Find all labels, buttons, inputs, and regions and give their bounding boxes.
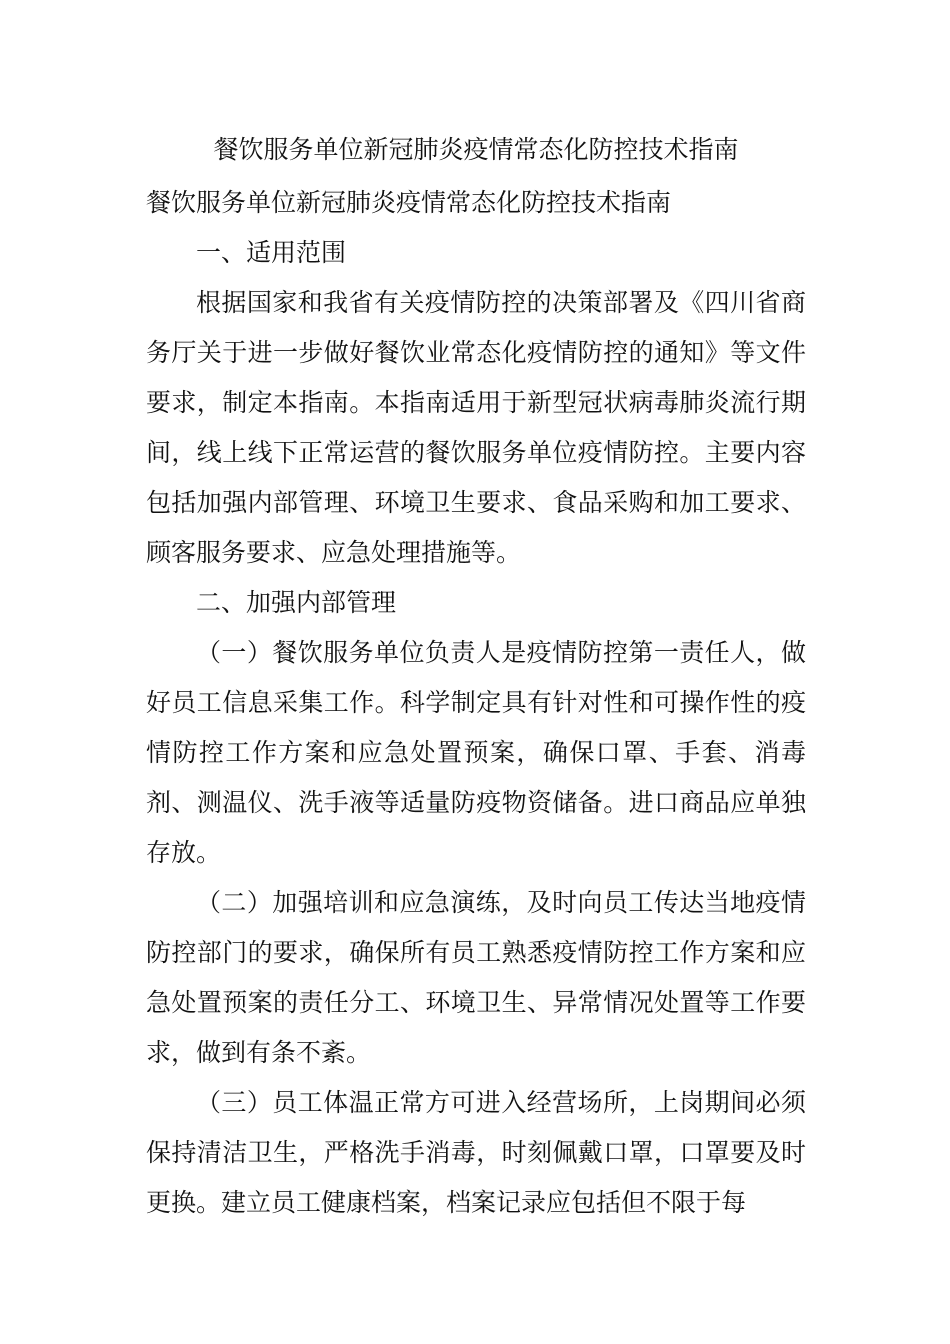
section-2-heading: 二、加强内部管理 (196, 588, 397, 617)
document-body (146, 178, 806, 1228)
section-2-item-3: （三）员工体温正常方可进入经营场所，上岗期间必须保持清洁卫生，严格洗手消毒，时刻佩戴口罩，口罩要及时更换。建立员工健康档案，档案记录应包括但不限于每 (146, 1088, 806, 1217)
section-2-item-1: （一）餐饮服务单位负责人是疫情防控第一责任人，做好员工信息采集工作。科学制定具有针对性和可操作性的疫情防控工作方案和应急处置预案，确保口罩、手套、消毒剂、测温仪、洗手液等适量防疫物资储备。进口商品应单独存放。 (146, 638, 806, 867)
section-1-heading: 一、适用范围 (196, 238, 347, 267)
document-title: 餐饮服务单位新冠肺炎疫情常态化防控技术指南 (213, 135, 739, 164)
section-2-item-2: （二）加强培训和应急演练，及时向员工传达当地疫情防控部门的要求，确保所有员工熟悉疫情防控工作方案和应急处置预案的责任分工、环境卫生、异常情况处置等工作要求，做到有条不紊。 (146, 888, 806, 1067)
document-subtitle: 餐饮服务单位新冠肺炎疫情常态化防控技术指南 (146, 188, 672, 217)
section-1-paragraph: 根据国家和我省有关疫情防控的决策部署及《四川省商务厅关于进一步做好餐饮业常态化疫情防控的通知》等文件要求，制定本指南。本指南适用于新型冠状病毒肺炎流行期间，线上线下正常运营的餐饮服务单位疫情防控。主要内容包括加强内部管理、环境卫生要求、食品采购和加工要求、顾客服务要求、应急处理措施等。 (146, 288, 806, 567)
